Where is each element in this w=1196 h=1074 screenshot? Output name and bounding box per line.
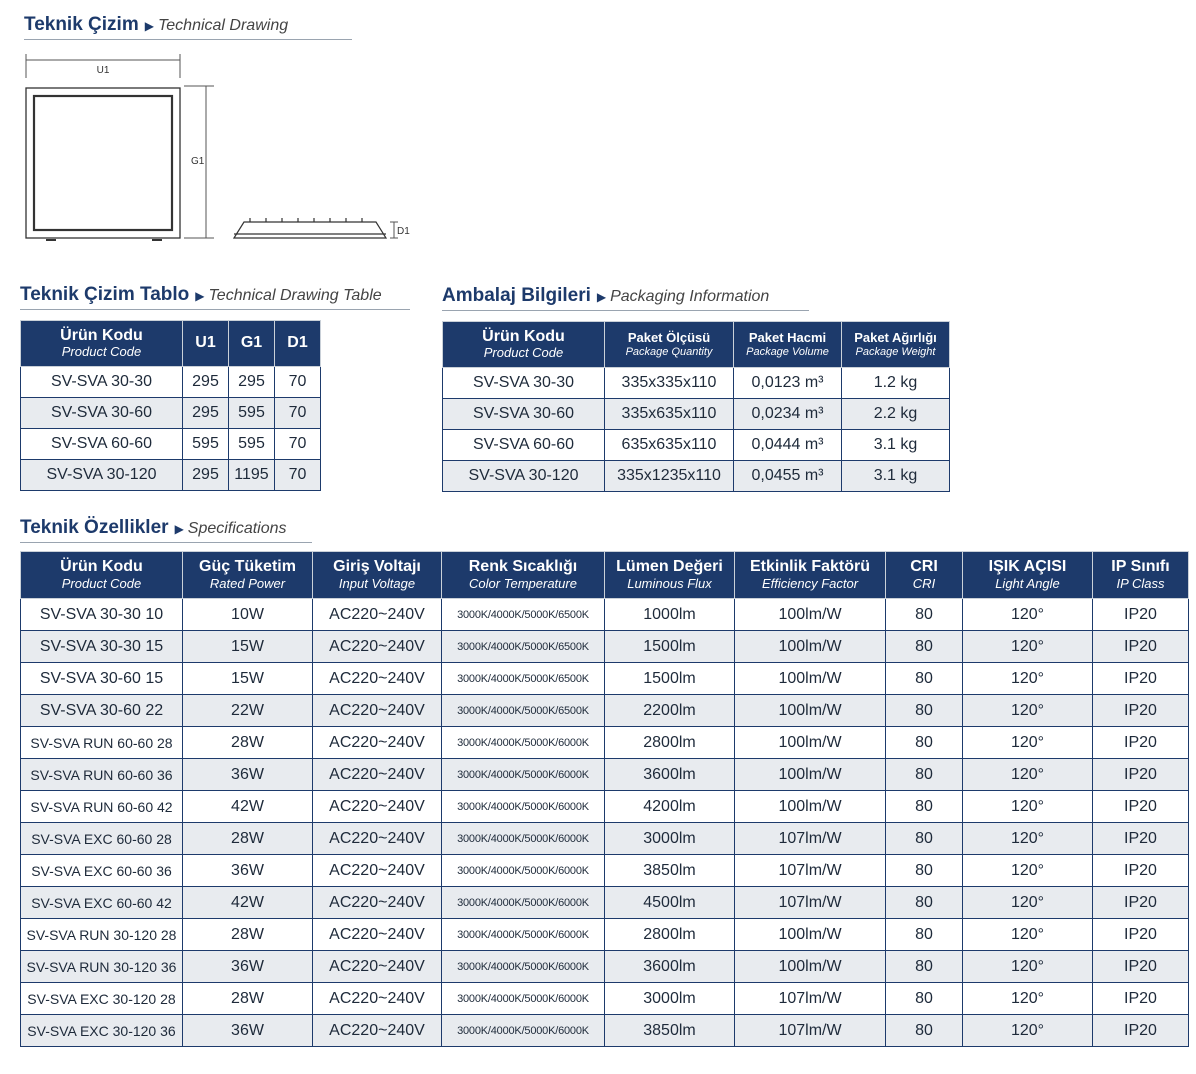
header-sublabel: CRI	[912, 575, 936, 591]
package-volume-cell: 0,0444 m³	[734, 430, 842, 461]
cri-cell: 80	[886, 951, 963, 983]
header-package-weight	[842, 322, 950, 368]
cri-cell: 80	[886, 695, 963, 727]
cri-cell: 80	[886, 983, 963, 1015]
table-row	[21, 951, 1189, 983]
table-header-row	[21, 321, 321, 367]
technical-drawing-diagram	[20, 50, 420, 250]
efficiency-factor-cell: 100lm/W	[735, 759, 886, 791]
rated-power-cell: 22W	[183, 695, 313, 727]
product-code-cell: SV-SVA 30-30 10	[21, 599, 183, 631]
light-angle-cell: 120°	[963, 695, 1093, 727]
color-temperature-cell: 3000K/4000K/5000K/6000K	[442, 919, 605, 951]
header-package-size	[605, 322, 734, 368]
product-code-cell: SV-SVA EXC 60-60 28	[21, 823, 183, 855]
ip-class-cell: IP20	[1093, 599, 1189, 631]
rated-power-cell: 36W	[183, 759, 313, 791]
header-sublabel: Color Temperature	[469, 575, 577, 591]
color-temperature-cell: 3000K/4000K/5000K/6000K	[442, 727, 605, 759]
product-code-cell: SV-SVA 30-60	[443, 399, 605, 430]
color-temperature-cell: 3000K/4000K/5000K/6500K	[442, 599, 605, 631]
table-row	[443, 430, 950, 461]
table-row	[21, 367, 321, 398]
input-voltage-cell: AC220~240V	[313, 855, 442, 887]
header-sublabel: Product Code	[61, 344, 142, 360]
cri-cell: 80	[886, 599, 963, 631]
header-sublabel: Light Angle	[995, 575, 1060, 591]
header-sublabel: Package Quantity	[625, 345, 713, 358]
d1-cell: 70	[275, 460, 321, 491]
efficiency-factor-cell: 100lm/W	[735, 919, 886, 951]
input-voltage-cell: AC220~240V	[313, 663, 442, 695]
header-g1: G1	[229, 321, 275, 367]
package-volume-cell: 0,0123 m³	[734, 368, 842, 399]
header-label: Paket Ağırlığı	[854, 329, 937, 345]
efficiency-factor-cell: 107lm/W	[735, 983, 886, 1015]
product-code-cell: SV-SVA 30-30	[443, 368, 605, 399]
header-sublabel: Efficiency Factor	[761, 575, 859, 591]
g1-cell: 595	[229, 429, 275, 460]
table-row	[21, 759, 1189, 791]
color-temperature-cell: 3000K/4000K/5000K/6000K	[442, 1015, 605, 1047]
cri-cell: 80	[886, 855, 963, 887]
packaging-title-en: Packaging Information	[610, 288, 770, 305]
light-angle-cell: 120°	[963, 951, 1093, 983]
specs-table	[20, 551, 1189, 1047]
product-code-cell: SV-SVA RUN 60-60 28	[21, 727, 183, 759]
color-temperature-cell: 3000K/4000K/5000K/6000K	[442, 887, 605, 919]
efficiency-factor-cell: 100lm/W	[735, 951, 886, 983]
light-angle-cell: 120°	[963, 919, 1093, 951]
efficiency-factor-cell: 100lm/W	[735, 663, 886, 695]
ip-class-cell: IP20	[1093, 791, 1189, 823]
packaging-title	[442, 285, 809, 311]
luminous-flux-cell: 2200lm	[605, 695, 735, 727]
package-size-cell: 635x635x110	[605, 430, 734, 461]
input-voltage-cell: AC220~240V	[313, 727, 442, 759]
header-cri	[886, 552, 963, 599]
g1-cell: 295	[229, 367, 275, 398]
package-size-cell: 335x1235x110	[605, 461, 734, 492]
ip-class-cell: IP20	[1093, 951, 1189, 983]
header-label: Renk Sıcaklığı	[468, 558, 578, 576]
luminous-flux-cell: 3000lm	[605, 983, 735, 1015]
u1-cell: 595	[183, 429, 229, 460]
efficiency-factor-cell: 100lm/W	[735, 695, 886, 727]
product-code-cell: SV-SVA 60-60	[443, 430, 605, 461]
arrow-right-icon: ▶	[596, 290, 607, 304]
d1-cell: 70	[275, 367, 321, 398]
u1-cell: 295	[183, 398, 229, 429]
rated-power-cell: 15W	[183, 631, 313, 663]
light-angle-cell: 120°	[963, 631, 1093, 663]
header-sublabel: Package Weight	[855, 345, 936, 358]
rated-power-cell: 42W	[183, 887, 313, 919]
header-label: Giriş Voltajı	[333, 558, 421, 576]
product-code-cell: SV-SVA RUN 60-60 42	[21, 791, 183, 823]
product-code-cell: SV-SVA RUN 30-120 36	[21, 951, 183, 983]
table-row	[21, 663, 1189, 695]
color-temperature-cell: 3000K/4000K/5000K/6000K	[442, 823, 605, 855]
luminous-flux-cell: 2800lm	[605, 727, 735, 759]
product-code-cell: SV-SVA EXC 30-120 36	[21, 1015, 183, 1047]
ip-class-cell: IP20	[1093, 1015, 1189, 1047]
table-row	[21, 855, 1189, 887]
header-sublabel: Product Code	[483, 345, 564, 361]
product-code-cell: SV-SVA EXC 60-60 36	[21, 855, 183, 887]
table-row	[21, 695, 1189, 727]
luminous-flux-cell: 3850lm	[605, 1015, 735, 1047]
header-product-code	[443, 322, 605, 368]
header-label: Ürün Kodu	[60, 558, 143, 576]
input-voltage-cell: AC220~240V	[313, 823, 442, 855]
ip-class-cell: IP20	[1093, 759, 1189, 791]
u1-cell: 295	[183, 460, 229, 491]
specs-title	[20, 517, 312, 543]
product-code-cell: SV-SVA RUN 60-60 36	[21, 759, 183, 791]
header-light-angle	[963, 552, 1093, 599]
arrow-right-icon: ▶	[195, 289, 205, 303]
cri-cell: 80	[886, 1015, 963, 1047]
light-angle-cell: 120°	[963, 855, 1093, 887]
table-row	[443, 368, 950, 399]
cri-cell: 80	[886, 663, 963, 695]
header-package-volume	[734, 322, 842, 368]
light-angle-cell: 120°	[963, 759, 1093, 791]
input-voltage-cell: AC220~240V	[313, 887, 442, 919]
table-row	[21, 398, 321, 429]
luminous-flux-cell: 4200lm	[605, 791, 735, 823]
light-angle-cell: 120°	[963, 727, 1093, 759]
header-sublabel: Input Voltage	[338, 575, 416, 591]
color-temperature-cell: 3000K/4000K/5000K/6000K	[442, 983, 605, 1015]
header-label: IŞIK AÇISI	[988, 558, 1067, 576]
header-input-voltage	[313, 552, 442, 599]
luminous-flux-cell: 3600lm	[605, 759, 735, 791]
g1-cell: 595	[229, 398, 275, 429]
u1-cell: 295	[183, 367, 229, 398]
product-code-cell: SV-SVA EXC 60-60 42	[21, 887, 183, 919]
efficiency-factor-cell: 107lm/W	[735, 823, 886, 855]
d1-label: D1	[397, 226, 410, 237]
light-angle-cell: 120°	[963, 1015, 1093, 1047]
table-row	[21, 727, 1189, 759]
light-angle-cell: 120°	[963, 887, 1093, 919]
table-header-row	[443, 322, 950, 368]
product-code-cell: SV-SVA 30-30 15	[21, 631, 183, 663]
ip-class-cell: IP20	[1093, 919, 1189, 951]
specs-title-en: Specifications	[187, 520, 287, 537]
ip-class-cell: IP20	[1093, 887, 1189, 919]
luminous-flux-cell: 3850lm	[605, 855, 735, 887]
header-color-temperature	[442, 552, 605, 599]
input-voltage-cell: AC220~240V	[313, 599, 442, 631]
header-sublabel: Product Code	[61, 575, 142, 591]
package-weight-cell: 3.1 kg	[842, 461, 950, 492]
ip-class-cell: IP20	[1093, 695, 1189, 727]
luminous-flux-cell: 3000lm	[605, 823, 735, 855]
input-voltage-cell: AC220~240V	[313, 951, 442, 983]
arrow-right-icon: ▶	[174, 522, 184, 536]
u1-label: U1	[96, 65, 110, 76]
panel-side-view	[234, 218, 386, 238]
input-voltage-cell: AC220~240V	[313, 1015, 442, 1047]
d1-cell: 70	[275, 429, 321, 460]
table-row	[21, 983, 1189, 1015]
cri-cell: 80	[886, 823, 963, 855]
cri-cell: 80	[886, 919, 963, 951]
g1-label: G1	[191, 156, 205, 167]
color-temperature-cell: 3000K/4000K/5000K/6000K	[442, 791, 605, 823]
light-angle-cell: 120°	[963, 823, 1093, 855]
package-weight-cell: 2.2 kg	[842, 399, 950, 430]
color-temperature-cell: 3000K/4000K/5000K/6000K	[442, 855, 605, 887]
rated-power-cell: 36W	[183, 951, 313, 983]
luminous-flux-cell: 1000lm	[605, 599, 735, 631]
input-voltage-cell: AC220~240V	[313, 983, 442, 1015]
product-code-cell: SV-SVA 30-60 15	[21, 663, 183, 695]
drawing-table-title-en: Technical Drawing Table	[208, 287, 382, 304]
rated-power-cell: 28W	[183, 727, 313, 759]
luminous-flux-cell: 3600lm	[605, 951, 735, 983]
header-u1: U1	[183, 321, 229, 367]
table-row	[21, 631, 1189, 663]
table-row	[21, 823, 1189, 855]
luminous-flux-cell: 2800lm	[605, 919, 735, 951]
color-temperature-cell: 3000K/4000K/5000K/6500K	[442, 631, 605, 663]
table-row	[21, 1015, 1189, 1047]
ip-class-cell: IP20	[1093, 983, 1189, 1015]
ip-class-cell: IP20	[1093, 823, 1189, 855]
product-code-cell: SV-SVA 30-120	[443, 461, 605, 492]
header-label: Güç Tüketim	[199, 558, 296, 576]
rated-power-cell: 28W	[183, 983, 313, 1015]
efficiency-factor-cell: 107lm/W	[735, 855, 886, 887]
package-weight-cell: 3.1 kg	[842, 430, 950, 461]
input-voltage-cell: AC220~240V	[313, 791, 442, 823]
input-voltage-cell: AC220~240V	[313, 759, 442, 791]
rated-power-cell: 28W	[183, 919, 313, 951]
arrow-right-icon: ▶	[144, 19, 154, 33]
color-temperature-cell: 3000K/4000K/5000K/6500K	[442, 663, 605, 695]
color-temperature-cell: 3000K/4000K/5000K/6500K	[442, 695, 605, 727]
product-code-cell: SV-SVA 30-60	[21, 398, 183, 429]
package-size-cell: 335x635x110	[605, 399, 734, 430]
header-label: CRI	[910, 558, 938, 576]
header-ip-class	[1093, 552, 1189, 599]
cri-cell: 80	[886, 887, 963, 919]
input-voltage-cell: AC220~240V	[313, 631, 442, 663]
product-code-cell: SV-SVA 60-60	[21, 429, 183, 460]
d1-cell: 70	[275, 398, 321, 429]
rated-power-cell: 36W	[183, 855, 313, 887]
product-code-cell: SV-SVA RUN 30-120 28	[21, 919, 183, 951]
table-row	[443, 399, 950, 430]
rated-power-cell: 15W	[183, 663, 313, 695]
rated-power-cell: 28W	[183, 823, 313, 855]
header-label: Lümen Değeri	[616, 558, 723, 576]
packaging-table	[442, 321, 950, 492]
header-sublabel: Rated Power	[209, 575, 286, 591]
luminous-flux-cell: 4500lm	[605, 887, 735, 919]
ip-class-cell: IP20	[1093, 855, 1189, 887]
cri-cell: 80	[886, 791, 963, 823]
g1-cell: 1195	[229, 460, 275, 491]
color-temperature-cell: 3000K/4000K/5000K/6000K	[442, 759, 605, 791]
table-row	[21, 919, 1189, 951]
package-volume-cell: 0,0234 m³	[734, 399, 842, 430]
drawing-table	[20, 320, 321, 491]
package-size-cell: 335x335x110	[605, 368, 734, 399]
table-row	[443, 461, 950, 492]
ip-class-cell: IP20	[1093, 663, 1189, 695]
header-sublabel: Package Volume	[746, 345, 829, 358]
product-code-cell: SV-SVA 30-30	[21, 367, 183, 398]
specs-title-tr: Teknik Özellikler	[20, 517, 169, 538]
table-header-row	[21, 552, 1189, 599]
drawing-table-title-tr: Teknik Çizim Tablo	[20, 284, 190, 305]
table-row	[21, 599, 1189, 631]
header-label: Ürün Kodu	[482, 327, 565, 345]
light-angle-cell: 120°	[963, 663, 1093, 695]
rated-power-cell: 10W	[183, 599, 313, 631]
efficiency-factor-cell: 100lm/W	[735, 727, 886, 759]
cri-cell: 80	[886, 759, 963, 791]
header-efficiency-factor	[735, 552, 886, 599]
packaging-title-tr: Ambalaj Bilgileri	[442, 285, 591, 306]
header-label: IP Sınıfı	[1111, 558, 1170, 576]
product-code-cell: SV-SVA EXC 30-120 28	[21, 983, 183, 1015]
table-row	[21, 887, 1189, 919]
header-product-code	[21, 321, 183, 367]
luminous-flux-cell: 1500lm	[605, 663, 735, 695]
table-row	[21, 429, 321, 460]
technical-drawing-title-en: Technical Drawing	[157, 17, 289, 34]
light-angle-cell: 120°	[963, 599, 1093, 631]
ip-class-cell: IP20	[1093, 727, 1189, 759]
table-row	[21, 460, 321, 491]
input-voltage-cell: AC220~240V	[313, 919, 442, 951]
header-product-code	[21, 552, 183, 599]
technical-drawing-title-tr: Teknik Çizim	[24, 14, 139, 35]
input-voltage-cell: AC220~240V	[313, 695, 442, 727]
efficiency-factor-cell: 100lm/W	[735, 599, 886, 631]
package-volume-cell: 0,0455 m³	[734, 461, 842, 492]
efficiency-factor-cell: 107lm/W	[735, 1015, 886, 1047]
table-row	[21, 791, 1189, 823]
header-label: Paket Hacmi	[748, 329, 827, 345]
drawing-table-title	[20, 284, 410, 310]
header-sublabel: Luminous Flux	[627, 575, 712, 591]
product-code-cell: SV-SVA 30-120	[21, 460, 183, 491]
panel-front-view	[26, 88, 180, 240]
ip-class-cell: IP20	[1093, 631, 1189, 663]
efficiency-factor-cell: 107lm/W	[735, 887, 886, 919]
header-d1: D1	[275, 321, 321, 367]
light-angle-cell: 120°	[963, 983, 1093, 1015]
product-code-cell: SV-SVA 30-60 22	[21, 695, 183, 727]
technical-drawing-title	[24, 14, 352, 40]
header-rated-power	[183, 552, 313, 599]
package-weight-cell: 1.2 kg	[842, 368, 950, 399]
efficiency-factor-cell: 100lm/W	[735, 791, 886, 823]
cri-cell: 80	[886, 631, 963, 663]
header-luminous-flux	[605, 552, 735, 599]
efficiency-factor-cell: 100lm/W	[735, 631, 886, 663]
header-label: Paket Ölçüsü	[627, 329, 711, 345]
header-sublabel: IP Class	[1116, 575, 1165, 591]
rated-power-cell: 42W	[183, 791, 313, 823]
header-label: Ürün Kodu	[60, 326, 143, 344]
rated-power-cell: 36W	[183, 1015, 313, 1047]
color-temperature-cell: 3000K/4000K/5000K/6000K	[442, 951, 605, 983]
cri-cell: 80	[886, 727, 963, 759]
light-angle-cell: 120°	[963, 791, 1093, 823]
luminous-flux-cell: 1500lm	[605, 631, 735, 663]
header-label: Etkinlik Faktörü	[749, 558, 871, 576]
